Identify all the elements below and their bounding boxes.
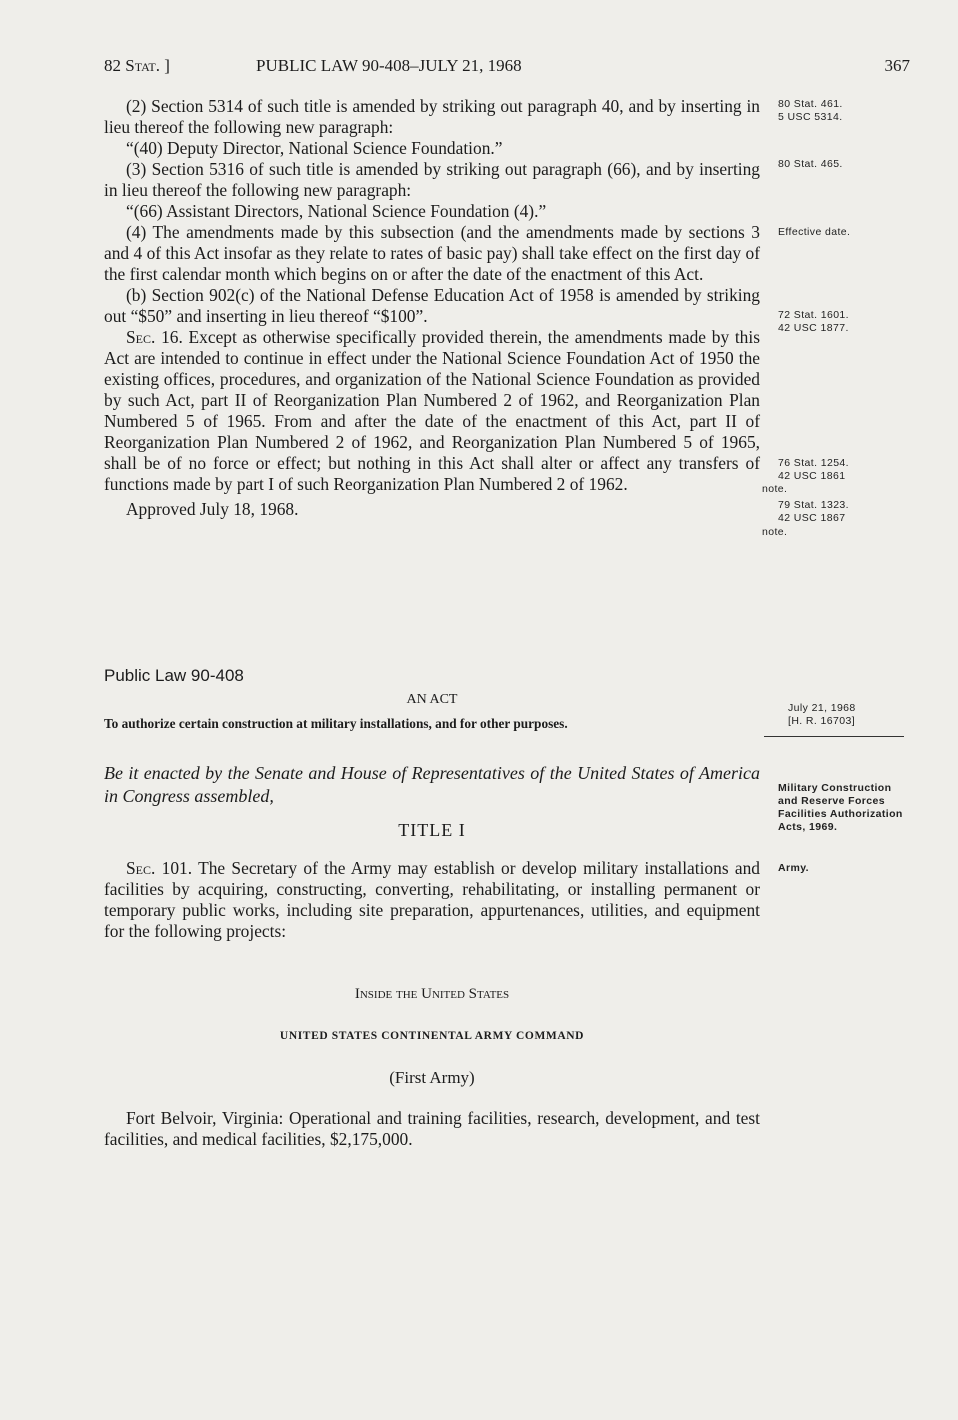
margin-note: Army.: [778, 862, 809, 874]
margin-note: note.: [762, 483, 788, 495]
note-line: 72 Stat. 1601.: [778, 309, 849, 321]
amendments-block: [104, 96, 760, 520]
enacting-clause: [104, 762, 760, 808]
paragraph: (3) Section 5316 of such title is amended by striking out paragraph (66), and by inserting in lieu thereof the following new paragraph:: [104, 159, 760, 200]
inside-us-heading: Inside the United States: [354, 986, 510, 1002]
note-line: 76 Stat. 1254.: [778, 457, 849, 469]
section-text: Except as otherwise specifically provided therein, the amendments made by this Act are intended to continue in effect under the National Science Foundation Act of 1950 the existing offices, procedures, and organization of the National Science Foundation as provided by such Act, part II of Reorganization Plan Numbered 2 of 1962, and Reorganization Plan Numbered 5 of 1965. From and after the date of the enactment of this Act, part II of Reorganization Plan Numbered 2 of 1962, and Reorganization Plan Numbered 5 of 1965, shall be of no force or effect; but nothing in this Act shall alter or affect any transfers of functions made by part I of such Reorganization Plan Numbered 2 of 1962.: [104, 327, 760, 494]
command-heading: UNITED STATES CONTINENTAL ARMY COMMAND: [279, 1030, 585, 1042]
margin-note: [778, 499, 849, 525]
paragraph: (2) Section 5314 of such title is amended by striking out paragraph 40, and by inserting in lieu thereof the following new paragraph:: [104, 96, 760, 137]
note-line: 80 Stat. 461.: [778, 98, 843, 110]
title-heading: TITLE I: [398, 820, 466, 840]
divider: [764, 736, 904, 737]
public-law-number: Public Law 90-408: [104, 666, 244, 685]
paragraph: (4) The amendments made by this subsection (and the amendments made by sections 3 and 4 of this Act insofar as they relate to rates of basic pay) shall take effect on the first day of the first calendar month which begins on or after the date of the enactment of this Act.: [104, 222, 760, 284]
margin-note: Effective date.: [778, 226, 851, 238]
section-101: [104, 858, 760, 942]
header-title: PUBLIC LAW 90-408–JULY 21, 1968: [256, 56, 522, 75]
running-header: [104, 56, 910, 82]
note-line: 79 Stat. 1323.: [778, 499, 849, 511]
note-line: 42 USC 1867: [778, 512, 846, 524]
section-text: The Secretary of the Army may establish or develop military installations and facilities by acquiring, constructing, converting, rehabilitating, or installing permanent or temporary public works, including site preparation, appurtenances, utilities, and equipment for the following projects:: [104, 858, 760, 941]
an-act-heading: AN ACT: [406, 692, 458, 707]
army-heading: (First Army): [389, 1068, 475, 1087]
margin-note: 80 Stat. 465.: [778, 158, 843, 170]
paragraph: (b) Section 902(c) of the National Defense Education Act of 1958 is amended by striking out “$50” and inserting in lieu thereof “$100”.: [104, 285, 760, 326]
section-label: Sec. 101.: [126, 858, 193, 878]
note-line: 5 USC 5314.: [778, 111, 843, 123]
margin-note: [778, 457, 849, 483]
page-number: 367: [884, 56, 910, 75]
note-line: 42 USC 1877.: [778, 322, 849, 334]
section-label: Sec. 16.: [126, 327, 183, 347]
margin-note: [778, 98, 843, 124]
approved-date: Approved July 18, 1968.: [126, 499, 299, 519]
margin-note: Military Construction and Reserve Forces Facilities Authorization Acts, 1969.: [778, 782, 903, 833]
section-16: [104, 327, 760, 495]
note-line: July 21, 1968: [788, 702, 856, 714]
paragraph: “(66) Assistant Directors, National Science Foundation (4).”: [126, 201, 547, 221]
project-text: Fort Belvoir, Virginia: Operational and training facilities, research, development, and test facilities, and medical facilities, $2,175,000.: [104, 1108, 760, 1149]
note-line: [H. R. 16703]: [788, 715, 856, 727]
volume-reference: 82 Stat. ]: [104, 56, 170, 75]
act-purpose: To authorize certain construction at military installations, and for other purposes.: [104, 716, 568, 731]
margin-note: note.: [762, 526, 788, 538]
margin-note: [788, 702, 856, 728]
paragraph: “(40) Deputy Director, National Science Foundation.”: [126, 138, 503, 158]
note-line: 42 USC 1861: [778, 470, 846, 482]
enacting-text: Be it enacted by the Senate and House of Representatives of the United States of America in Congress assembled,: [104, 763, 760, 806]
fort-belvoir-item: [104, 1108, 760, 1150]
margin-note: [778, 309, 849, 335]
